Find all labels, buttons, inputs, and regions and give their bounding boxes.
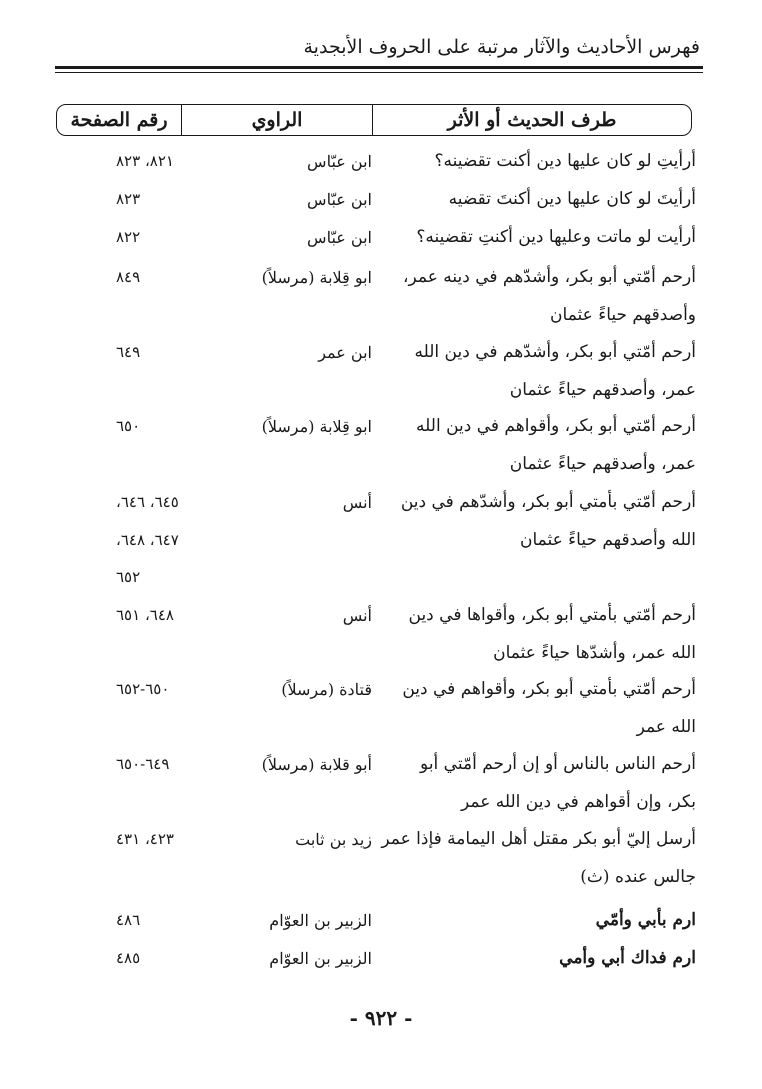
page-ref: ٦٥٠ (116, 417, 141, 435)
page-ref: ٦٤٨، ٦٥١ (116, 606, 174, 624)
entry-text-line: أرحم أمّتي أبو بكر، وأشدّهم في دين الله (414, 342, 696, 362)
entry-page-refs (116, 181, 246, 219)
entry-text-line: وأصدقهم حياءً عثمان (550, 304, 696, 325)
entry-text-line: أرحم الناس بالناس أو إن أرحم أمّتي أبو (420, 754, 696, 774)
column-header-box (56, 104, 692, 136)
entry-narrator: ابو قِلابة (مرسلاً) (261, 417, 372, 436)
entry-narrator: ابو قِلابة (مرسلاً) (261, 268, 372, 287)
entry-narrator: ابن عمر (318, 343, 372, 362)
entry-text-line: أرحم أمّتي بأمتي أبو بكر، وأشدّهم في دين (400, 492, 696, 512)
page-ref: ٦٤٩ (116, 343, 141, 361)
column-header-narrator: الراوي (181, 105, 372, 135)
entry-text-line: ارم بأبي وأمّي (595, 910, 696, 930)
entry-page-refs (116, 940, 246, 978)
entry-text-line: بكر، وإن أقواهم في دين الله عمر (461, 791, 696, 812)
entry-page-refs (116, 821, 246, 859)
column-header-text: طرف الحديث أو الأثر (372, 105, 691, 135)
page-ref: ٤٨٥ (116, 949, 141, 967)
entry-narrator: قتادة (مرسلاً) (281, 680, 372, 699)
page-ref: ٦٥٠-٦٥٢ (116, 680, 170, 698)
page-ref: ٤٢٣، ٤٣١ (116, 830, 174, 848)
page-ref: ٦٤٥، ٦٤٦، (116, 493, 179, 511)
entry-narrator: الزبير بن العوّام (269, 949, 372, 968)
entry-narrator: الزبير بن العوّام (269, 911, 372, 930)
page-ref: ٦٥٢ (116, 568, 141, 586)
entry-page-refs (116, 746, 246, 784)
entry-narrator: زيد بن ثابت (295, 830, 372, 849)
entry-page-refs (116, 484, 246, 597)
entry-narrator: ابن عبّاس (307, 152, 372, 171)
entry-text-line: جالس عنده (ث) (580, 866, 696, 887)
entry-page-refs (116, 671, 246, 709)
page-ref: ٨٤٩ (116, 268, 141, 286)
header-rule-thin (55, 72, 703, 73)
page-ref: ٤٨٦ (116, 911, 141, 929)
entry-page-refs (116, 597, 246, 635)
page-ref: ٨٢٢ (116, 228, 141, 246)
page-number: - ٩٢٢ - (349, 1006, 413, 1030)
entry-page-refs (116, 219, 246, 257)
entry-text-line: أرحم أمّتي بأمتي أبو بكر، وأقواها في دين (408, 605, 696, 625)
page-ref: ٦٤٩-٦٥٠ (116, 755, 170, 773)
entry-text-line: أرأيتِ لو كان عليها دين أكنت تقضينه؟ (434, 151, 696, 171)
entry-text-line: أرحم أمّتي أبو بكر، وأشدّهم في دينه عمر، (403, 267, 696, 287)
entry-page-refs (116, 902, 246, 940)
entry-narrator: أنس (342, 493, 372, 512)
entry-text-line: أرحم أمّتي بأمتي أبو بكر، وأقواهم في دين (402, 679, 696, 699)
page-ref: ٨٢٣ (116, 190, 141, 208)
entry-narrator: أبو قلابة (مرسلاً) (261, 755, 372, 774)
page-ref: ٨٢١، ٨٢٣ (116, 152, 174, 170)
entry-text-line: أرأيت لو ماتت وعليها دين أكنتِ تقضينه؟ (416, 227, 696, 247)
entry-text-line: الله وأصدقهم حياءً عثمان (519, 529, 696, 550)
entry-text-line: عمر، وأصدقهم حياءً عثمان (509, 453, 696, 474)
entry-page-refs (116, 259, 246, 297)
running-header: فهرس الأحاديث والآثار مرتبة على الحروف الأبجدية (303, 36, 700, 58)
entry-narrator: ابن عبّاس (307, 228, 372, 247)
entry-text-line: الله عمر (636, 716, 696, 737)
entry-page-refs (116, 143, 246, 181)
entry-text-line: أرأيتَ لو كان عليها دين أكنتَ تقضيه (448, 189, 696, 209)
entry-page-refs (116, 408, 246, 446)
header-rule (55, 66, 703, 69)
entry-text-line: أرسل إليّ أبو بكر مقتل أهل اليمامة فإذا عمر (381, 829, 696, 849)
entry-narrator: أنس (342, 606, 372, 625)
entry-text-line: ارم فداك أبي وأمي (559, 948, 696, 968)
entry-text-line: الله عمر، وأشدّها حياءً عثمان (493, 642, 696, 663)
entry-text-line: أرحم أمّتي أبو بكر، وأقواهم في دين الله (416, 416, 696, 436)
entry-narrator: ابن عبّاس (307, 190, 372, 209)
column-header-page: رقم الصفحة (70, 109, 168, 131)
page-ref: ٦٤٧، ٦٤٨، (116, 530, 179, 549)
entry-text-line: عمر، وأصدقهم حياءً عثمان (509, 379, 696, 400)
entry-page-refs (116, 334, 246, 372)
